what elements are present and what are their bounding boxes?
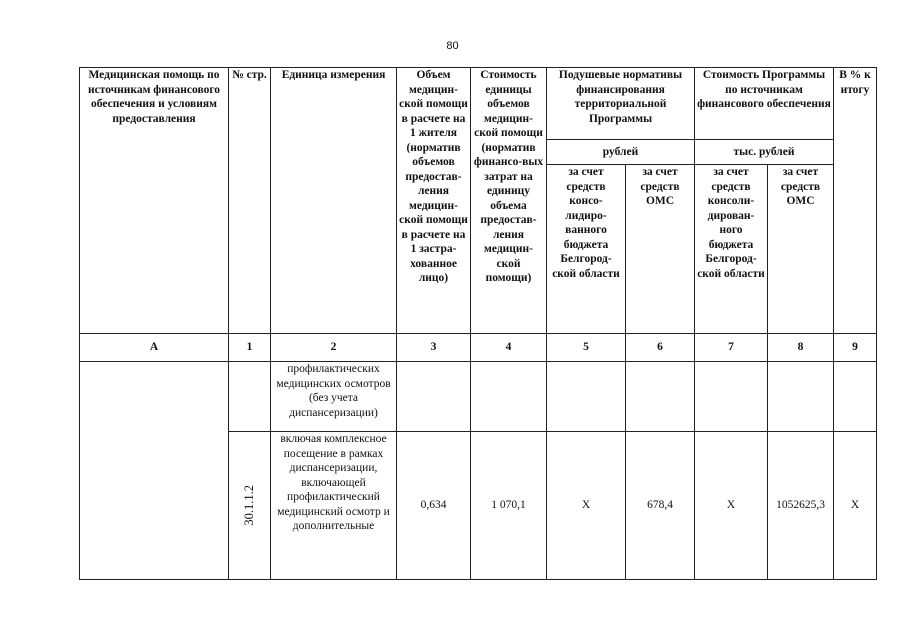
header-unit: Единица измерения bbox=[271, 68, 397, 334]
index-cell: 5 bbox=[547, 334, 626, 362]
header-percent: В % к итогу bbox=[834, 68, 877, 334]
index-cell: 7 bbox=[695, 334, 768, 362]
program-consolidated-cell: X bbox=[695, 432, 768, 580]
unit-cost-cell: 1 070,1 bbox=[471, 432, 547, 580]
empty-category-cell bbox=[80, 362, 229, 580]
empty-cell bbox=[626, 362, 695, 432]
index-cell: 2 bbox=[271, 334, 397, 362]
index-cell: 8 bbox=[768, 334, 834, 362]
index-cell: 6 bbox=[626, 334, 695, 362]
empty-cell bbox=[397, 362, 471, 432]
header-volume: Объем медицин-ской помощи в расчете на 1 жителя (норматив объемов предостав-ления медицин-ской помощи в расчете на 1 застра-хованное лицо) bbox=[397, 68, 471, 334]
funding-table bbox=[79, 67, 877, 580]
line-number-cell bbox=[229, 432, 271, 580]
per-capita-consolidated-cell: X bbox=[547, 432, 626, 580]
index-cell: 9 bbox=[834, 334, 877, 362]
empty-cell bbox=[229, 362, 271, 432]
subheader-oms: за счет средств ОМС bbox=[626, 165, 695, 334]
volume-cell: 0,634 bbox=[397, 432, 471, 580]
empty-cell bbox=[471, 362, 547, 432]
per-capita-oms-cell: 678,4 bbox=[626, 432, 695, 580]
index-cell: 1 bbox=[229, 334, 271, 362]
header-unit-thous-rub: тыс. рублей bbox=[695, 140, 834, 165]
percent-cell: X bbox=[834, 432, 877, 580]
empty-cell bbox=[768, 362, 834, 432]
page-number: 80 bbox=[446, 40, 459, 52]
program-oms-cell: 1052625,3 bbox=[768, 432, 834, 580]
unit-cell: включая комплексное посещение в рамках диспансеризации, включающей профилактический медицинский осмотр и дополнительные bbox=[271, 432, 397, 580]
table-row bbox=[80, 362, 877, 432]
header-unit-rub: рублей bbox=[547, 140, 695, 165]
subheader-oms-program: за счет средств ОМС bbox=[768, 165, 834, 334]
index-cell: А bbox=[80, 334, 229, 362]
header-medical-care: Медицинская помощь по источникам финансового обеспечения и условиям предоставления bbox=[80, 68, 229, 334]
header-line-no: № стр. bbox=[229, 68, 271, 334]
empty-cell bbox=[695, 362, 768, 432]
header-program-cost: Стоимость Программы по источникам финансового обеспечения bbox=[695, 68, 834, 140]
empty-cell bbox=[547, 362, 626, 432]
header-per-capita: Подушевые нормативы финансирования территориальной Программы bbox=[547, 68, 695, 140]
unit-cell: профилактических медицинских осмотров (без учета диспансеризации) bbox=[271, 362, 397, 432]
index-cell: 4 bbox=[471, 334, 547, 362]
subheader-consolidated-budget-program: за счет средств консоли-дирован-ного бюджета Белгород-ской области bbox=[695, 165, 768, 334]
index-cell: 3 bbox=[397, 334, 471, 362]
subheader-consolidated-budget: за счет средств консо-лидиро-ванного бюджета Белгород-ской области bbox=[547, 165, 626, 334]
line-number: 30.1.1.2 bbox=[242, 485, 257, 526]
header-unit-cost: Стоимость единицы объемов медицин-ской помощи (норматив финансо-вых затрат на единицу объема предостав-ления медицин-ской помощи) bbox=[471, 68, 547, 334]
empty-cell bbox=[834, 362, 877, 432]
